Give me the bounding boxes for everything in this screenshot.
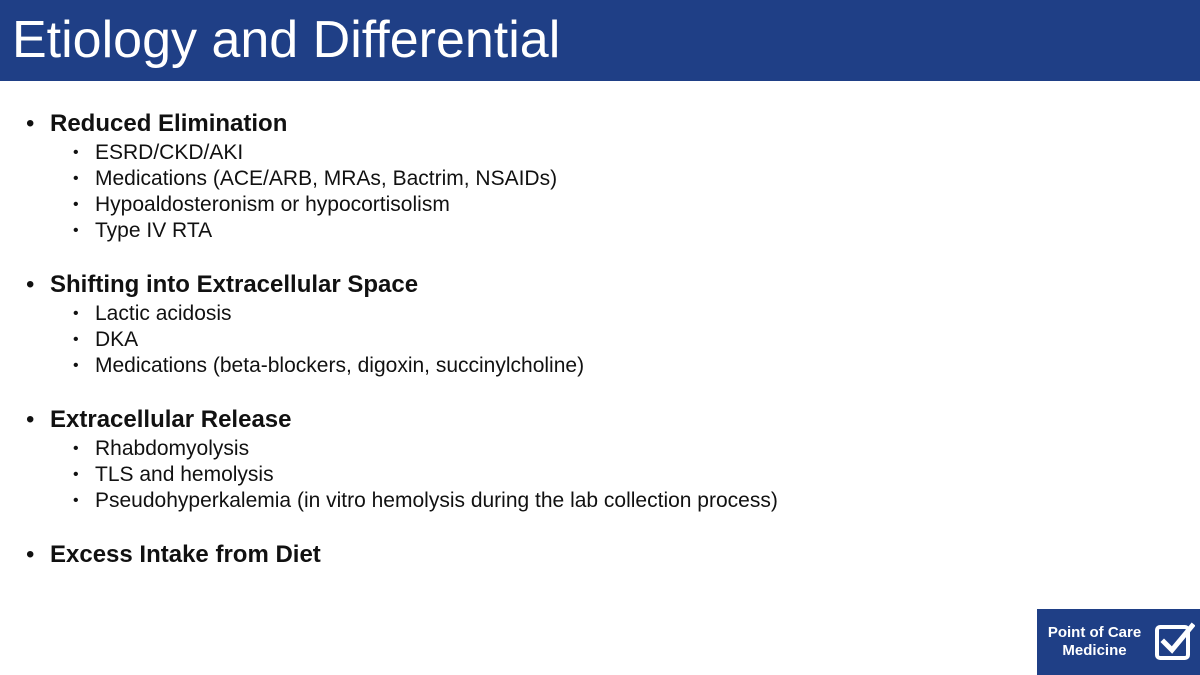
bullet-icon: • bbox=[73, 170, 79, 187]
list-item bbox=[0, 301, 1180, 327]
bullet-icon: • bbox=[73, 222, 79, 239]
list-item-text: DKA bbox=[95, 328, 139, 351]
sub-list bbox=[0, 140, 1180, 244]
title-bar bbox=[0, 0, 1200, 81]
bullet-icon: • bbox=[73, 305, 79, 322]
list-item bbox=[0, 436, 1180, 462]
sub-list bbox=[0, 436, 1180, 514]
section-excess-intake bbox=[0, 539, 1180, 571]
bullet-icon: • bbox=[26, 406, 35, 433]
section-heading-text: Excess Intake from Diet bbox=[50, 541, 321, 568]
list-item-text: Rhabdomyolysis bbox=[95, 437, 250, 460]
list-item bbox=[0, 140, 1180, 166]
bullet-icon: • bbox=[73, 357, 79, 374]
list-item-text: Medications (ACE/ARB, MRAs, Bactrim, NSAIDs) bbox=[95, 167, 558, 190]
slide-title: Etiology and Differential bbox=[12, 11, 561, 69]
list-item bbox=[0, 462, 1180, 488]
section-reduced-elimination bbox=[0, 108, 1180, 244]
list-item bbox=[0, 192, 1180, 218]
bullet-icon: • bbox=[73, 144, 79, 161]
slide-content bbox=[0, 108, 1180, 596]
section-heading bbox=[0, 539, 1180, 571]
section-heading-text: Reduced Elimination bbox=[50, 110, 288, 137]
list-item bbox=[0, 218, 1180, 244]
bullet-icon: • bbox=[26, 541, 35, 568]
bullet-icon: • bbox=[73, 196, 79, 213]
bullet-icon: • bbox=[26, 110, 35, 137]
list-item bbox=[0, 166, 1180, 192]
list-item bbox=[0, 353, 1180, 379]
point-of-care-medicine-logo bbox=[1037, 609, 1200, 675]
list-item-text: Medications (beta-blockers, digoxin, succinylcholine) bbox=[95, 354, 585, 377]
section-heading bbox=[0, 108, 1180, 140]
logo-text-line1: Point of Care bbox=[1047, 624, 1142, 641]
logo-text bbox=[1037, 624, 1152, 660]
sub-list bbox=[0, 301, 1180, 379]
list-item-text: TLS and hemolysis bbox=[95, 463, 274, 486]
bullet-icon: • bbox=[73, 440, 79, 457]
section-extracellular-release bbox=[0, 404, 1180, 514]
section-heading-text: Shifting into Extracellular Space bbox=[50, 271, 419, 298]
bullet-icon: • bbox=[73, 466, 79, 483]
list-item-text: Type IV RTA bbox=[95, 219, 213, 242]
section-shifting-extracellular bbox=[0, 269, 1180, 379]
list-item-text: Lactic acidosis bbox=[95, 302, 232, 325]
checkbox-check-icon bbox=[1153, 621, 1195, 663]
list-item bbox=[0, 327, 1180, 353]
list-item-text: Pseudohyperkalemia (in vitro hemolysis during the lab collection process) bbox=[95, 489, 778, 512]
list-item bbox=[0, 488, 1180, 514]
section-heading bbox=[0, 404, 1180, 436]
bullet-icon: • bbox=[26, 271, 35, 298]
bullet-icon: • bbox=[73, 492, 79, 509]
list-item-text: Hypoaldosteronism or hypocortisolism bbox=[95, 193, 450, 216]
logo-text-line2: Medicine bbox=[1062, 642, 1127, 659]
section-heading-text: Extracellular Release bbox=[50, 406, 292, 433]
list-item-text: ESRD/CKD/AKI bbox=[95, 141, 244, 164]
section-heading bbox=[0, 269, 1180, 301]
bullet-icon: • bbox=[73, 331, 79, 348]
